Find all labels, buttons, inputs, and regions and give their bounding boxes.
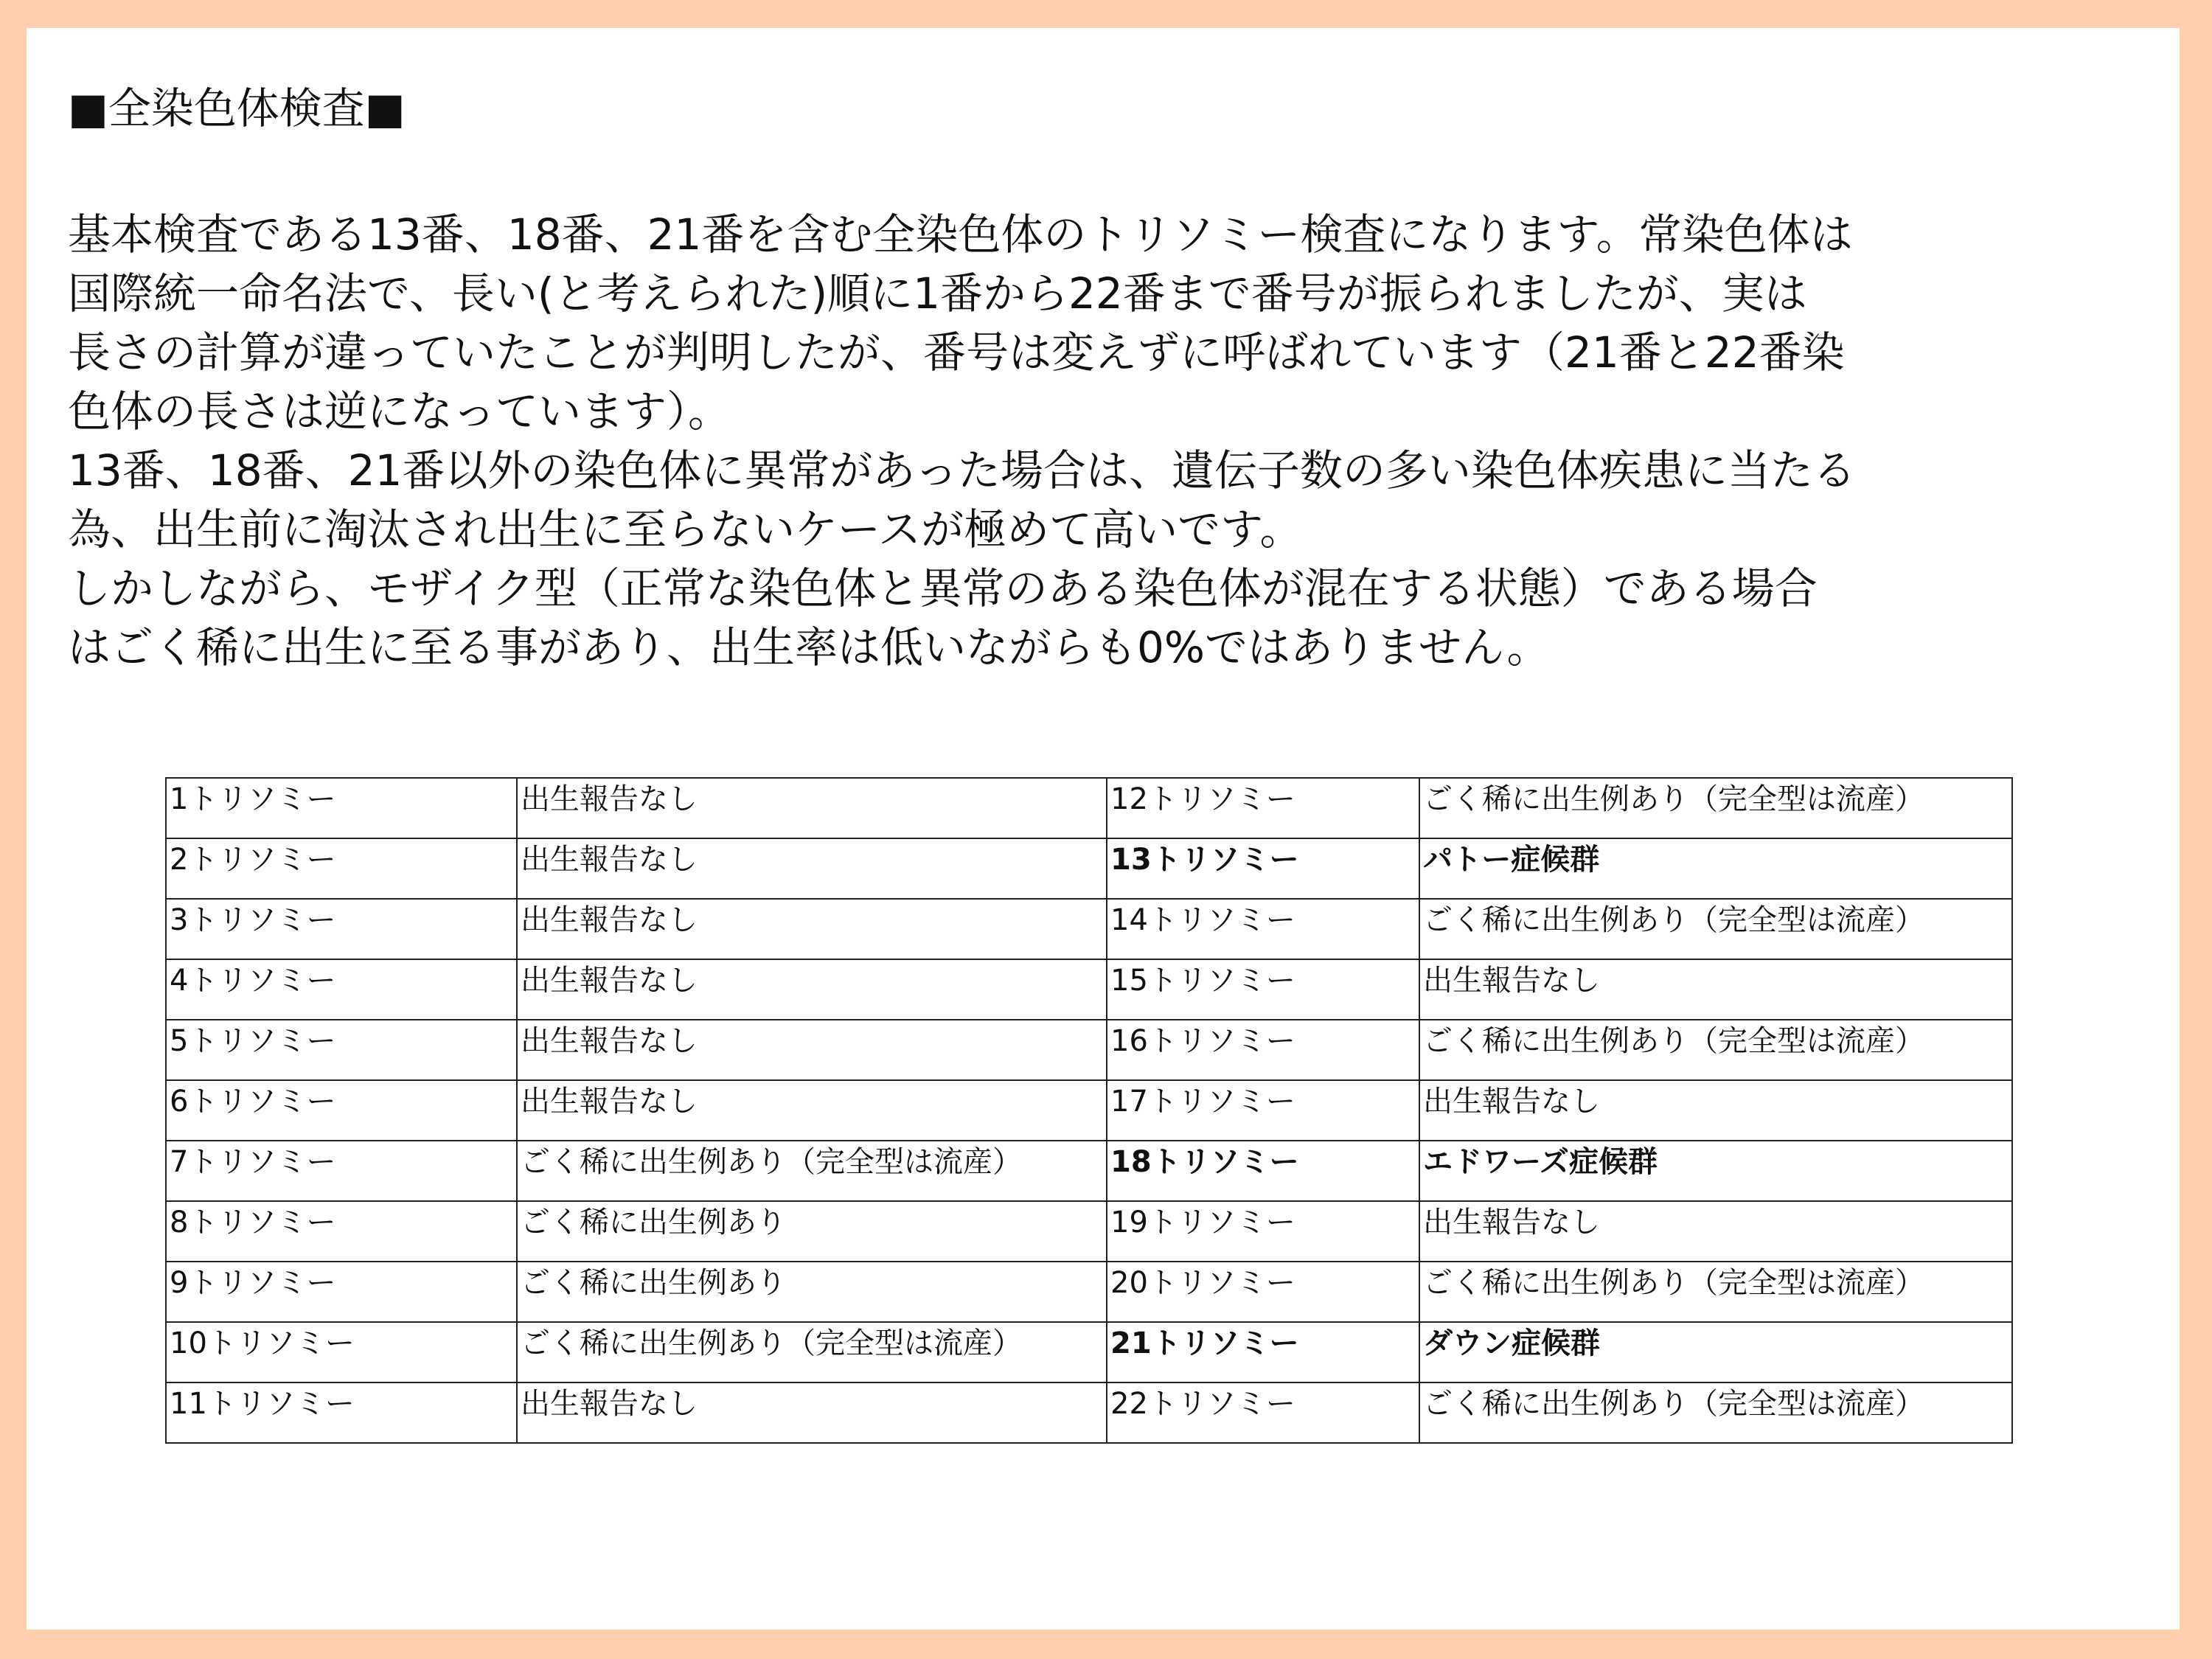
birth-status-cell: 出生報告なし [1419, 1080, 2012, 1141]
birth-status-cell: 出生報告なし [517, 1020, 1107, 1080]
table-row [166, 959, 2012, 1020]
birth-status-cell: ごく稀に出生例あり（完全型は流産） [517, 1141, 1107, 1201]
table-row [166, 778, 2012, 838]
birth-status-cell: 出生報告なし [517, 778, 1107, 838]
paragraph-line: しかしながら、モザイク型（正常な染色体と異常のある染色体が混在する状態）である場合 [68, 563, 1818, 613]
paragraph-line: 基本検査である13番、18番、21番を含む全染色体のトリソミー検査になります。常染色体は [68, 209, 1853, 260]
document-page [27, 28, 2180, 1630]
table-row [166, 1382, 2012, 1443]
paragraph-line: はごく稀に出生に至る事があり、出生率は低いながらも0%ではありません。 [68, 622, 1550, 672]
paragraph-line: 色体の長さは逆になっています）。 [68, 386, 731, 437]
trisomy-name-cell: 6トリソミー [166, 1080, 517, 1141]
trisomy-name-cell: 18トリソミー [1107, 1141, 1419, 1201]
trisomy-name-cell: 21トリソミー [1107, 1322, 1419, 1382]
table-row [166, 1201, 2012, 1262]
table-row [166, 838, 2012, 899]
trisomy-name-cell: 14トリソミー [1107, 899, 1419, 959]
trisomy-name-cell: 10トリソミー [166, 1322, 517, 1382]
trisomy-name-cell: 8トリソミー [166, 1201, 517, 1262]
table-row [166, 1020, 2012, 1080]
trisomy-name-cell: 4トリソミー [166, 959, 517, 1020]
trisomy-name-cell: 22トリソミー [1107, 1382, 1419, 1443]
syndrome-name-cell: エドワーズ症候群 [1419, 1141, 2012, 1201]
table-row [166, 1141, 2012, 1201]
paragraph-line: 13番、18番、21番以外の染色体に異常があった場合は、遺伝子数の多い染色体疾患に当たる [68, 445, 1856, 495]
page-title: ■全染色体検査■ [68, 83, 406, 133]
syndrome-name-cell: パトー症候群 [1419, 838, 2012, 899]
paragraph-line: 国際統一命名法で、長い(と考えられた)順に1番から22番まで番号が振られましたが、実は [68, 268, 1807, 319]
trisomy-name-cell: 12トリソミー [1107, 778, 1419, 838]
birth-status-cell: ごく稀に出生例あり（完全型は流産） [517, 1322, 1107, 1382]
birth-status-cell: ごく稀に出生例あり（完全型は流産） [1419, 1020, 2012, 1080]
birth-status-cell: 出生報告なし [517, 899, 1107, 959]
syndrome-name-cell: ダウン症候群 [1419, 1322, 2012, 1382]
birth-status-cell: ごく稀に出生例あり（完全型は流産） [1419, 1262, 2012, 1322]
birth-status-cell: ごく稀に出生例あり（完全型は流産） [1419, 899, 2012, 959]
birth-status-cell: ごく稀に出生例あり（完全型は流産） [1419, 778, 2012, 838]
trisomy-name-cell: 11トリソミー [166, 1382, 517, 1443]
description-paragraph [68, 205, 2154, 677]
trisomy-name-cell: 13トリソミー [1107, 838, 1419, 899]
table-row [166, 1262, 2012, 1322]
trisomy-name-cell: 9トリソミー [166, 1262, 517, 1322]
birth-status-cell: 出生報告なし [517, 1382, 1107, 1443]
paragraph-line: 為、出生前に淘汰され出生に至らないケースが極めて高いです。 [68, 504, 1303, 554]
trisomy-name-cell: 16トリソミー [1107, 1020, 1419, 1080]
trisomy-name-cell: 15トリソミー [1107, 959, 1419, 1020]
trisomy-name-cell: 2トリソミー [166, 838, 517, 899]
trisomy-name-cell: 5トリソミー [166, 1020, 517, 1080]
trisomy-name-cell: 1トリソミー [166, 778, 517, 838]
birth-status-cell: ごく稀に出生例あり [517, 1262, 1107, 1322]
birth-status-cell: 出生報告なし [1419, 1201, 2012, 1262]
trisomy-name-cell: 17トリソミー [1107, 1080, 1419, 1141]
table-row [166, 1322, 2012, 1382]
birth-status-cell: ごく稀に出生例あり（完全型は流産） [1419, 1382, 2012, 1443]
trisomy-name-cell: 3トリソミー [166, 899, 517, 959]
table-row [166, 899, 2012, 959]
birth-status-cell: 出生報告なし [517, 1080, 1107, 1141]
trisomy-name-cell: 19トリソミー [1107, 1201, 1419, 1262]
trisomy-name-cell: 20トリソミー [1107, 1262, 1419, 1322]
birth-status-cell: 出生報告なし [1419, 959, 2012, 1020]
birth-status-cell: ごく稀に出生例あり [517, 1201, 1107, 1262]
paragraph-line: 長さの計算が違っていたことが判明したが、番号は変えずに呼ばれています（21番と22番染 [68, 327, 1845, 378]
table-row [166, 1080, 2012, 1141]
trisomy-table [165, 777, 2013, 1444]
trisomy-name-cell: 7トリソミー [166, 1141, 517, 1201]
birth-status-cell: 出生報告なし [517, 838, 1107, 899]
birth-status-cell: 出生報告なし [517, 959, 1107, 1020]
